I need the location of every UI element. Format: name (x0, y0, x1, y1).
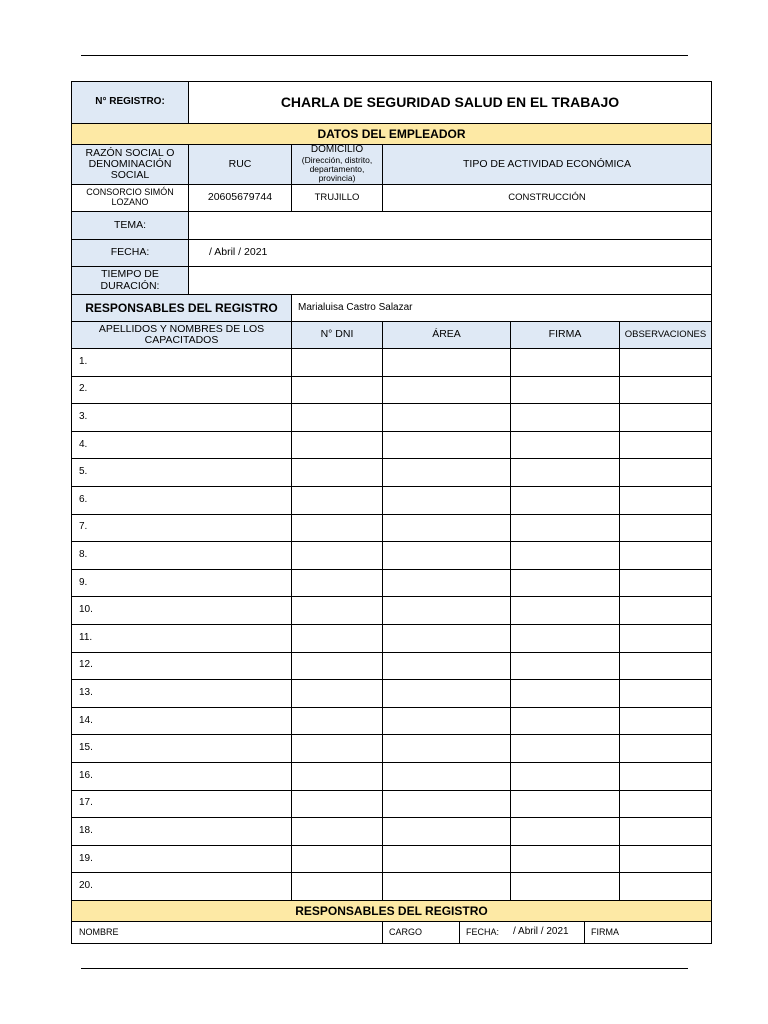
domicilio-value: TRUJILLO (292, 185, 383, 212)
row-nombre-cell[interactable]: 15. (72, 735, 292, 763)
row-area-cell[interactable] (383, 763, 511, 791)
row-observaciones-cell[interactable] (620, 846, 711, 874)
row-dni-cell[interactable] (292, 625, 383, 653)
row-observaciones-cell[interactable] (620, 873, 711, 901)
actividad-header: TIPO DE ACTIVIDAD ECONÓMICA (383, 145, 711, 185)
row-nombre-cell[interactable]: 6. (72, 487, 292, 515)
row-observaciones-cell[interactable] (620, 377, 711, 405)
row-observaciones-cell[interactable] (620, 404, 711, 432)
row-area-cell[interactable] (383, 846, 511, 874)
col-header-observaciones: OBSERVACIONES (620, 322, 711, 349)
tiempo-label: TIEMPO DE DURACIÓN: (72, 267, 189, 295)
row-nombre-cell[interactable]: 5. (72, 459, 292, 487)
tema-label: TEMA: (72, 212, 189, 240)
row-firma-cell[interactable] (511, 625, 620, 653)
row-firma-cell[interactable] (511, 349, 620, 377)
row-observaciones-cell[interactable] (620, 680, 711, 708)
row-dni-cell[interactable] (292, 432, 383, 460)
ruc-header: RUC (189, 145, 292, 185)
row-area-cell[interactable] (383, 653, 511, 681)
row-firma-cell[interactable] (511, 735, 620, 763)
row-area-cell[interactable] (383, 597, 511, 625)
bottom-rule (81, 968, 688, 969)
row-firma-cell[interactable] (511, 708, 620, 736)
row-observaciones-cell[interactable] (620, 625, 711, 653)
row-firma-cell[interactable] (511, 570, 620, 598)
row-dni-cell[interactable] (292, 377, 383, 405)
row-nombre-cell[interactable]: 4. (72, 432, 292, 460)
row-dni-cell[interactable] (292, 597, 383, 625)
row-nombre-cell[interactable]: 20. (72, 873, 292, 901)
row-nombre-cell[interactable]: 14. (72, 708, 292, 736)
row-observaciones-cell[interactable] (620, 818, 711, 846)
row-observaciones-cell[interactable] (620, 763, 711, 791)
row-dni-cell[interactable] (292, 570, 383, 598)
row-nombre-cell[interactable]: 1. (72, 349, 292, 377)
row-area-cell[interactable] (383, 542, 511, 570)
row-dni-cell[interactable] (292, 349, 383, 377)
footer-fecha-value: / Abril / 2021 (513, 926, 569, 938)
fecha-label: FECHA: (72, 240, 189, 267)
row-dni-cell[interactable] (292, 404, 383, 432)
row-observaciones-cell[interactable] (620, 542, 711, 570)
row-area-cell[interactable] (383, 680, 511, 708)
row-dni-cell[interactable] (292, 459, 383, 487)
row-dni-cell[interactable] (292, 680, 383, 708)
row-area-cell[interactable] (383, 459, 511, 487)
row-firma-cell[interactable] (511, 680, 620, 708)
row-nombre-cell[interactable]: 8. (72, 542, 292, 570)
domicilio-title: DOMICILIO (310, 145, 364, 156)
row-firma-cell[interactable] (511, 487, 620, 515)
row-dni-cell[interactable] (292, 653, 383, 681)
row-dni-cell[interactable] (292, 791, 383, 819)
row-firma-cell[interactable] (511, 846, 620, 874)
row-firma-cell[interactable] (511, 515, 620, 543)
footer-cargo-label[interactable]: CARGO (383, 922, 460, 943)
row-dni-cell[interactable] (292, 515, 383, 543)
row-nombre-cell[interactable]: 17. (72, 791, 292, 819)
row-firma-cell[interactable] (511, 597, 620, 625)
row-observaciones-cell[interactable] (620, 735, 711, 763)
row-dni-cell[interactable] (292, 846, 383, 874)
row-nombre-cell[interactable]: 13. (72, 680, 292, 708)
actividad-value: CONSTRUCCIÓN (383, 185, 711, 212)
razon-value: CONSORCIO SIMÓN LOZANO (72, 185, 189, 212)
row-nombre-cell[interactable]: 7. (72, 515, 292, 543)
row-observaciones-cell[interactable] (620, 515, 711, 543)
row-firma-cell[interactable] (511, 873, 620, 901)
row-firma-cell[interactable] (511, 404, 620, 432)
row-dni-cell[interactable] (292, 735, 383, 763)
form-title: CHARLA DE SEGURIDAD SALUD EN EL TRABAJO (189, 82, 711, 124)
row-nombre-cell[interactable]: 9. (72, 570, 292, 598)
row-area-cell[interactable] (383, 791, 511, 819)
row-area-cell[interactable] (383, 377, 511, 405)
empleador-section-title: DATOS DEL EMPLEADOR (72, 124, 711, 145)
fecha-field[interactable]: / Abril / 2021 (189, 240, 711, 267)
row-observaciones-cell[interactable] (620, 653, 711, 681)
row-observaciones-cell[interactable] (620, 432, 711, 460)
row-dni-cell[interactable] (292, 542, 383, 570)
row-area-cell[interactable] (383, 349, 511, 377)
row-firma-cell[interactable] (511, 653, 620, 681)
row-observaciones-cell[interactable] (620, 349, 711, 377)
registration-form (71, 81, 712, 944)
row-area-cell[interactable] (383, 570, 511, 598)
row-area-cell[interactable] (383, 515, 511, 543)
row-area-cell[interactable] (383, 625, 511, 653)
row-observaciones-cell[interactable] (620, 708, 711, 736)
row-firma-cell[interactable] (511, 432, 620, 460)
row-observaciones-cell[interactable] (620, 570, 711, 598)
row-area-cell[interactable] (383, 818, 511, 846)
row-nombre-cell[interactable]: 2. (72, 377, 292, 405)
row-dni-cell[interactable] (292, 818, 383, 846)
col-header-nombres: APELLIDOS Y NOMBRES DE LOS CAPACITADOS (72, 322, 292, 349)
row-area-cell[interactable] (383, 873, 511, 901)
row-area-cell[interactable] (383, 487, 511, 515)
row-nombre-cell[interactable]: 10. (72, 597, 292, 625)
tema-field[interactable] (189, 212, 711, 240)
row-area-cell[interactable] (383, 404, 511, 432)
footer-section-title: RESPONSABLES DEL REGISTRO (72, 901, 711, 922)
row-firma-cell[interactable] (511, 763, 620, 791)
row-nombre-cell[interactable]: 11. (72, 625, 292, 653)
footer-firma-label[interactable]: FIRMA (591, 926, 619, 937)
row-firma-cell[interactable] (511, 377, 620, 405)
row-observaciones-cell[interactable] (620, 459, 711, 487)
row-nombre-cell[interactable]: 3. (72, 404, 292, 432)
domicilio-subtitle: (Dirección, distrito, departamento, provincia) (301, 155, 373, 184)
footer-fecha-cell[interactable] (460, 922, 585, 943)
row-area-cell[interactable] (383, 735, 511, 763)
row-area-cell[interactable] (383, 432, 511, 460)
row-observaciones-cell[interactable] (620, 597, 711, 625)
col-header-area: ÁREA (383, 322, 511, 349)
row-nombre-cell[interactable]: 18. (72, 818, 292, 846)
row-nombre-cell[interactable]: 19. (72, 846, 292, 874)
domicilio-header (292, 145, 383, 185)
row-nombre-cell[interactable]: 12. (72, 653, 292, 681)
registro-label: N° REGISTRO: (72, 82, 189, 124)
row-area-cell[interactable] (383, 708, 511, 736)
row-firma-cell[interactable] (511, 459, 620, 487)
responsables-label: RESPONSABLES DEL REGISTRO (72, 295, 292, 322)
top-rule (81, 55, 688, 56)
col-header-firma: FIRMA (511, 322, 620, 349)
footer-nombre-label[interactable]: NOMBRE (72, 922, 383, 943)
tiempo-field[interactable] (189, 267, 711, 295)
row-dni-cell[interactable] (292, 873, 383, 901)
row-firma-cell[interactable] (511, 542, 620, 570)
ruc-value: 20605679744 (189, 185, 292, 212)
row-dni-cell[interactable] (292, 487, 383, 515)
row-observaciones-cell[interactable] (620, 487, 711, 515)
col-header-dni: N° DNI (292, 322, 383, 349)
razon-header: RAZÓN SOCIAL O DENOMINACIÓN SOCIAL (72, 145, 189, 185)
row-nombre-cell[interactable]: 16. (72, 763, 292, 791)
responsables-value: Marialuisa Castro Salazar (292, 295, 711, 322)
row-observaciones-cell[interactable] (620, 791, 711, 819)
row-dni-cell[interactable] (292, 708, 383, 736)
row-firma-cell[interactable] (511, 818, 620, 846)
row-dni-cell[interactable] (292, 763, 383, 791)
footer-fecha-label: FECHA: (466, 926, 500, 937)
row-firma-cell[interactable] (511, 791, 620, 819)
